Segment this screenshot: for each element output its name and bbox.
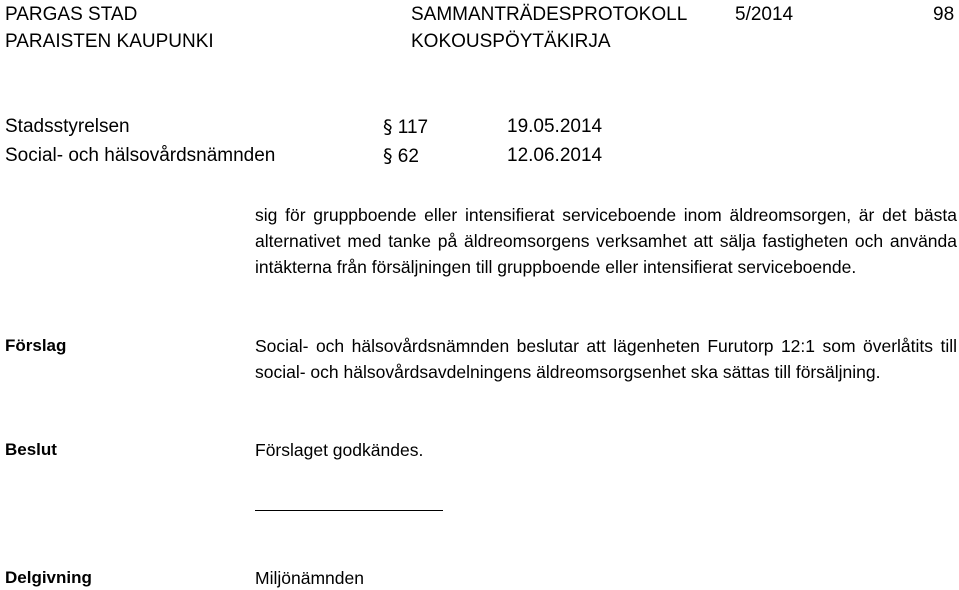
- city-name-swedish: PARGAS STAD: [5, 4, 138, 25]
- city-name-finnish: PARAISTEN KAUPUNKI: [5, 31, 214, 52]
- meeting-date-1: 19.05.2014: [507, 116, 603, 137]
- section-reference-1: [383, 114, 428, 141]
- meeting-date-2: 12.06.2014: [507, 145, 603, 166]
- delivery-text: Miljönämnden: [255, 568, 364, 588]
- document-title-swedish: SAMMANTRÄDESPROTOKOLL: [411, 4, 688, 25]
- intro-paragraph: sig för gruppboende eller intensifierat serviceboende inom äldreomsorgen, är det bästa alternativet med tanke på äldreomsorgens verksamhet att sälja fastigheten och använda intäkterna från försäljningen till gruppboende eller intensifierat serviceboende.: [255, 205, 957, 277]
- section-number-2: 62: [397, 146, 419, 167]
- delivery-label: Delgivning: [5, 568, 92, 587]
- section-reference-2: [383, 143, 419, 170]
- meeting-body-1: Stadsstyrelsen: [5, 116, 130, 137]
- decision-label: Beslut: [5, 440, 57, 459]
- decision-text: Förslaget godkändes.: [255, 440, 424, 460]
- meeting-body-2: Social- och hälsovårdsnämnden: [5, 145, 276, 166]
- section-number-1: 117: [397, 117, 429, 138]
- page-number: 98: [933, 4, 955, 25]
- proposal-paragraph: Social- och hälsovårdsnämnden beslutar att lägenheten Furutorp 12:1 som överlåtits till social- och hälsovårdsavdelningens äldreomsorgsenhet ska sättas till försäljning.: [255, 336, 957, 382]
- section-symbol: §: [383, 116, 393, 138]
- proposal-label: Förslag: [5, 336, 67, 355]
- section-symbol: §: [383, 145, 393, 167]
- separator-line: [255, 510, 443, 511]
- issue-number: 5/2014: [735, 4, 794, 25]
- document-title-finnish: KOKOUSPÖYTÄKIRJA: [411, 31, 611, 52]
